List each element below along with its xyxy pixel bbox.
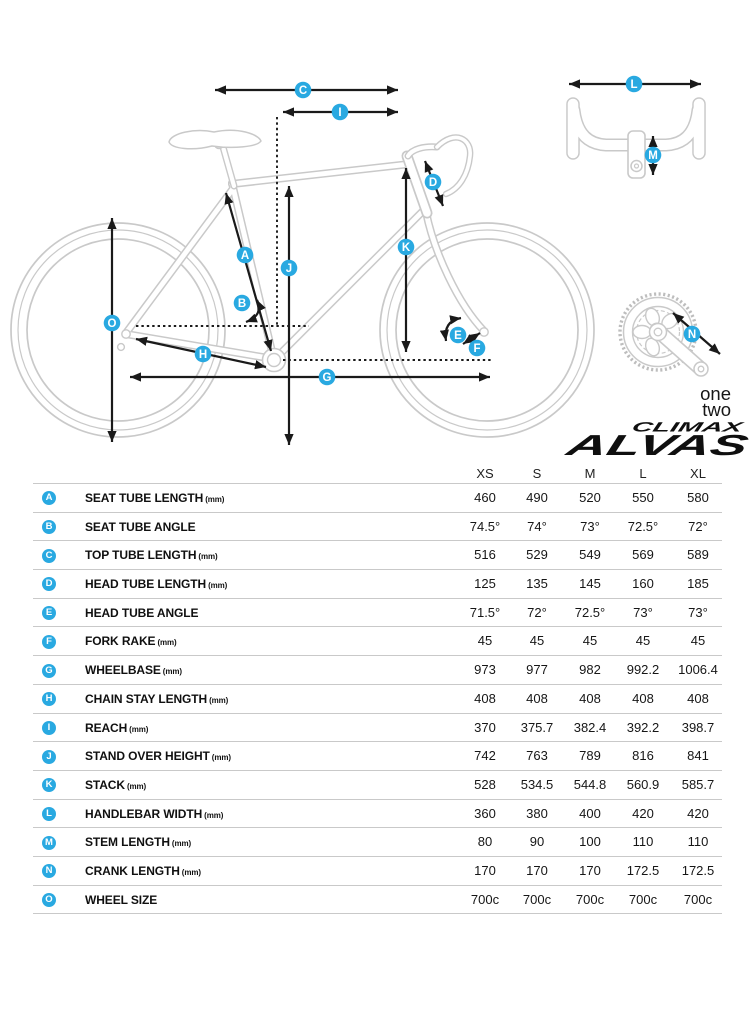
- cell-K-XS: 528: [474, 776, 496, 792]
- row-badge-F: F: [42, 635, 56, 649]
- size-column-XS: XS: [476, 466, 494, 481]
- cell-E-L: 73°: [633, 604, 653, 620]
- row-label-group: [85, 484, 224, 515]
- cell-G-M: 982: [579, 662, 601, 678]
- svg-text:K: K: [401, 242, 411, 255]
- svg-text:M: M: [648, 150, 658, 163]
- table-row-J: [0, 742, 750, 771]
- row-label-group: [85, 800, 223, 831]
- row-unit: (mm): [181, 867, 201, 877]
- cell-H-S: 408: [526, 690, 548, 706]
- row-badge-O: O: [42, 893, 56, 907]
- dim-badge-E: [450, 327, 467, 344]
- cell-A-XS: 460: [474, 490, 496, 505]
- cell-E-S: 72°: [527, 604, 547, 620]
- brand-tagline-line2: two: [702, 399, 731, 420]
- size-column-M: M: [584, 466, 596, 481]
- row-label-group: [85, 513, 198, 544]
- cell-K-XL: 585.7: [681, 776, 715, 792]
- geometry-rows: [0, 484, 750, 914]
- cell-B-XS: 74.5°: [469, 518, 501, 534]
- cell-D-L: 160: [632, 576, 654, 592]
- row-label: FORK RAKE: [85, 634, 156, 649]
- cell-I-XS: 370: [474, 719, 496, 735]
- cell-L-XL: 420: [687, 805, 709, 821]
- cell-M-XL: 110: [687, 834, 709, 850]
- cell-J-S: 763: [526, 748, 548, 764]
- dim-badge-G: [319, 369, 336, 386]
- row-badge-K: K: [42, 778, 56, 792]
- row-label: STAND OVER HEIGHT: [85, 749, 210, 764]
- dim-badge-B: [234, 295, 251, 312]
- brand-tagline-line1: one: [700, 383, 731, 404]
- row-label-group: [85, 828, 191, 859]
- cell-F-XS: 45: [477, 633, 493, 649]
- cell-G-XS: 973: [474, 662, 496, 678]
- svg-text:G: G: [322, 372, 332, 385]
- svg-text:I: I: [338, 107, 342, 120]
- cell-H-M: 408: [579, 690, 601, 706]
- row-badge-D: D: [42, 577, 56, 591]
- cell-I-L: 392.2: [626, 719, 660, 735]
- dim-badge-M: [645, 147, 662, 164]
- svg-text:N: N: [687, 329, 697, 342]
- rear-wheel: [11, 223, 225, 437]
- row-unit: (mm): [208, 581, 228, 591]
- cell-E-M: 72.5°: [574, 604, 606, 620]
- row-label: HANDLEBAR WIDTH: [85, 806, 203, 821]
- cell-B-XL: 72°: [688, 518, 708, 534]
- cell-K-L: 560.9: [626, 776, 660, 792]
- bike-geometry-diagram: [0, 0, 750, 462]
- geometry-table: [0, 460, 750, 914]
- row-badge-C: C: [42, 549, 56, 563]
- svg-text:C: C: [298, 85, 308, 98]
- cell-G-XL: 1006.4: [678, 662, 718, 678]
- size-column-S: S: [532, 466, 542, 481]
- cell-M-XS: 80: [477, 834, 493, 850]
- svg-text:F: F: [473, 343, 481, 356]
- cell-O-S: 700c: [522, 891, 552, 907]
- cell-N-XL: 172.5: [681, 862, 715, 878]
- row-label-group: [85, 685, 228, 716]
- row-unit: (mm): [157, 638, 177, 648]
- cell-N-S: 170: [526, 862, 548, 878]
- row-label-group: [85, 886, 159, 917]
- cell-O-L: 700c: [628, 891, 658, 907]
- svg-text:H: H: [198, 349, 208, 362]
- table-row-N: [0, 857, 750, 886]
- row-label-group: [85, 771, 146, 802]
- svg-text:D: D: [428, 177, 438, 190]
- dim-badge-O: [104, 315, 121, 332]
- cell-L-XS: 360: [474, 805, 496, 821]
- table-row-O: [0, 886, 750, 915]
- cell-N-M: 170: [579, 862, 601, 878]
- row-badge-A: A: [42, 491, 56, 505]
- dim-badge-N: [684, 326, 701, 343]
- dim-badge-H: [195, 346, 212, 363]
- cell-O-XL: 700c: [683, 891, 713, 907]
- cell-L-S: 380: [526, 805, 548, 821]
- cell-N-XS: 170: [474, 862, 496, 878]
- row-label-group: [85, 627, 177, 658]
- cell-B-L: 72.5°: [627, 518, 659, 534]
- cell-K-S: 534.5: [520, 776, 554, 792]
- table-row-C: [0, 541, 750, 570]
- table-row-M: [0, 828, 750, 857]
- cell-A-S: 490: [526, 490, 548, 505]
- svg-text:J: J: [285, 263, 293, 276]
- dim-badge-I: [332, 104, 349, 121]
- row-unit: (mm): [126, 781, 147, 791]
- row-label: WHEELBASE: [85, 663, 161, 678]
- row-badge-N: N: [42, 864, 56, 878]
- cell-F-L: 45: [635, 633, 651, 649]
- cell-G-L: 992.2: [626, 662, 660, 678]
- svg-text:O: O: [107, 318, 117, 331]
- cell-I-XL: 398.7: [681, 719, 715, 735]
- brand-make-wordmark: ALVAS: [563, 429, 667, 462]
- dim-badge-F: [469, 340, 486, 357]
- table-row-A: [0, 484, 750, 513]
- cell-B-S: 74°: [527, 518, 547, 534]
- table-row-E: [0, 599, 750, 628]
- cell-E-XS: 71.5°: [469, 604, 501, 620]
- row-label: HEAD TUBE LENGTH: [85, 577, 207, 592]
- cell-J-XS: 742: [474, 748, 496, 764]
- row-label: SEAT TUBE LENGTH: [85, 491, 204, 505]
- cell-I-S: 375.7: [520, 719, 554, 735]
- cell-N-L: 172.5: [626, 862, 660, 878]
- row-badge-L: L: [42, 807, 56, 821]
- saddle: [169, 130, 261, 148]
- pedal-boss: [694, 362, 708, 376]
- cell-H-XL: 408: [687, 690, 709, 706]
- rear-dropout: [122, 330, 130, 338]
- cell-A-M: 520: [579, 490, 601, 505]
- row-label: HEAD TUBE ANGLE: [85, 605, 199, 620]
- dim-badge-A: [237, 247, 254, 264]
- dim-badge-C: [295, 82, 312, 99]
- rear-derailleur: [118, 344, 125, 351]
- brand-model-wordmark: CLIMAX: [630, 419, 686, 435]
- size-column-XL: XL: [690, 466, 706, 481]
- row-badge-I: I: [42, 721, 56, 735]
- row-unit: (mm): [162, 667, 182, 677]
- row-unit: (mm): [204, 810, 224, 820]
- table-row-D: [0, 570, 750, 599]
- row-badge-J: J: [42, 750, 56, 764]
- row-label: SEAT TUBE ANGLE: [85, 519, 196, 534]
- dim-badge-K: [398, 239, 415, 256]
- cell-C-XS: 516: [474, 547, 496, 563]
- row-label: CRANK LENGTH: [85, 863, 180, 878]
- cell-F-S: 45: [529, 633, 545, 649]
- row-label-group: [85, 742, 231, 773]
- cell-M-S: 90: [529, 834, 545, 850]
- front-dropout: [480, 328, 488, 336]
- table-row-F: [0, 627, 750, 656]
- row-label: WHEEL SIZE: [85, 892, 158, 907]
- bicycle-side-view: [11, 130, 594, 437]
- row-label: REACH: [85, 720, 128, 735]
- cell-M-L: 110: [632, 834, 654, 850]
- row-label: STEM LENGTH: [85, 835, 170, 850]
- dim-arrow-A: [226, 193, 271, 351]
- cell-C-S: 529: [526, 547, 548, 563]
- row-badge-M: M: [42, 836, 56, 850]
- cell-B-M: 73°: [580, 518, 600, 534]
- cell-F-XL: 45: [690, 633, 706, 649]
- row-unit: (mm): [211, 753, 231, 763]
- crank-axle: [650, 324, 667, 341]
- cell-H-XS: 408: [474, 690, 496, 706]
- row-label-group: [85, 656, 182, 687]
- handlebar-side: [437, 137, 470, 194]
- svg-text:L: L: [630, 79, 638, 92]
- cell-E-XL: 73°: [688, 604, 708, 620]
- cell-L-L: 420: [632, 805, 654, 821]
- row-unit: (mm): [209, 695, 229, 705]
- brand-marks: [561, 383, 750, 462]
- size-header-row: [0, 460, 750, 484]
- table-row-B: [0, 513, 750, 542]
- row-unit: (mm): [205, 495, 225, 504]
- row-label: CHAIN STAY LENGTH: [85, 691, 208, 706]
- cell-L-M: 400: [579, 805, 601, 821]
- row-label-group: [85, 541, 218, 572]
- cell-H-L: 408: [632, 690, 654, 706]
- table-row-L: [0, 800, 750, 829]
- dim-badge-D: [425, 174, 442, 191]
- handlebar-front-view: [573, 104, 699, 178]
- svg-text:E: E: [454, 330, 462, 343]
- cell-D-M: 145: [579, 576, 601, 592]
- row-unit: (mm): [129, 724, 149, 734]
- table-row-K: [0, 771, 750, 800]
- cell-C-L: 569: [632, 547, 654, 563]
- row-badge-G: G: [42, 664, 56, 678]
- cell-F-M: 45: [582, 633, 598, 649]
- cell-J-M: 789: [579, 748, 601, 764]
- dim-badge-L: [626, 76, 643, 93]
- cell-A-L: 550: [632, 490, 654, 505]
- row-badge-H: H: [42, 692, 56, 706]
- table-row-I: [0, 714, 750, 743]
- cell-G-S: 977: [526, 662, 548, 678]
- cell-J-L: 816: [632, 748, 654, 764]
- dim-badge-J: [281, 260, 298, 277]
- cell-M-M: 100: [579, 834, 601, 850]
- row-label-group: [85, 714, 148, 745]
- cell-C-M: 549: [579, 547, 601, 563]
- cell-D-S: 135: [526, 576, 548, 592]
- row-label-group: [85, 570, 227, 601]
- cell-D-XS: 125: [474, 576, 496, 592]
- size-column-L: L: [639, 466, 647, 481]
- table-row-H: [0, 685, 750, 714]
- cell-A-XL: 580: [687, 490, 709, 505]
- cell-K-M: 544.8: [573, 776, 607, 792]
- row-badge-B: B: [42, 520, 56, 534]
- row-label-group: [85, 599, 200, 630]
- cell-J-XL: 841: [687, 748, 709, 764]
- svg-text:B: B: [237, 298, 247, 311]
- cell-O-M: 700c: [575, 891, 605, 907]
- cell-C-XL: 589: [687, 547, 709, 563]
- svg-text:A: A: [240, 250, 250, 263]
- row-label: STACK: [85, 777, 125, 792]
- table-row-G: [0, 656, 750, 685]
- cell-D-XL: 185: [687, 576, 709, 592]
- row-unit: (mm): [171, 839, 192, 849]
- row-unit: (mm): [198, 552, 218, 562]
- cell-I-M: 382.4: [573, 719, 607, 735]
- cell-O-XS: 700c: [470, 891, 500, 907]
- row-label-group: [85, 857, 201, 888]
- row-badge-E: E: [42, 606, 56, 620]
- row-label: TOP TUBE LENGTH: [85, 548, 197, 563]
